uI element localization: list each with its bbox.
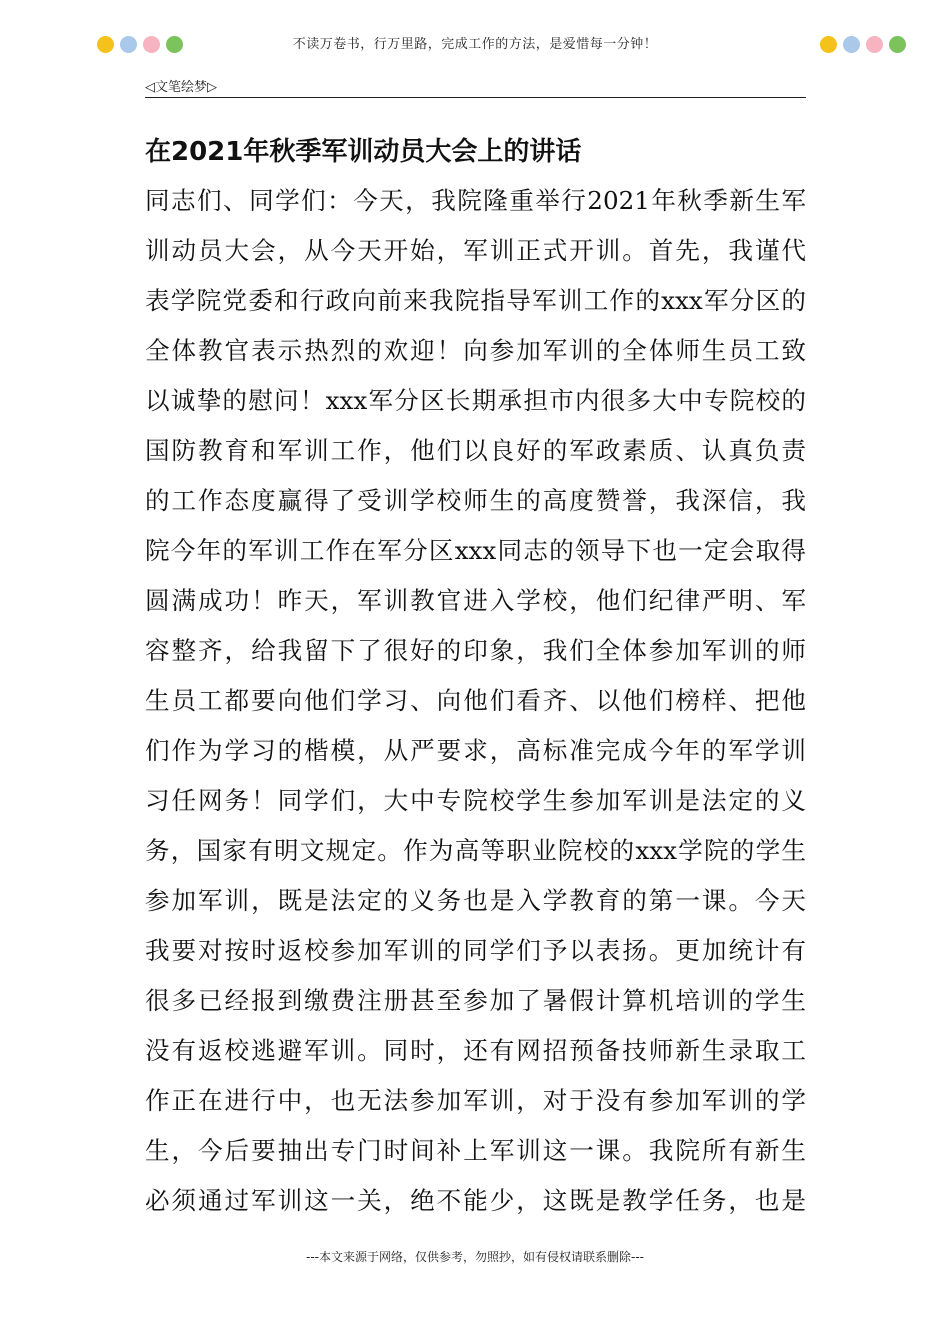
body-line: 表学院党委和行政向前来我院指导军训工作的xxx军分区的: [145, 286, 806, 315]
body-line: 的工作态度赢得了受训学校师生的高度赞誉，我深信，我: [145, 486, 806, 515]
body-line: 我要对按时返校参加军训的同学们予以表扬。更加统计有: [145, 936, 806, 965]
decorative-dots-right: [820, 36, 906, 53]
body-line: 训动员大会，从今天开始，军训正式开训。首先，我谨代: [145, 236, 806, 265]
body-line: 圆满成功！昨天，军训教官进入学校，他们纪律严明、军: [145, 586, 806, 615]
body-line: 作正在进行中，也无法参加军训，对于没有参加军训的学: [145, 1086, 806, 1115]
header-motto: 不读万卷书，行万里路，完成工作的方法，是爱惜每一分钟！: [292, 37, 658, 52]
dot-pink: [866, 36, 883, 53]
brand-label: ◁文笔绘梦▷: [145, 80, 217, 95]
body-line: 全体教官表示热烈的欢迎！向参加军训的全体师生员工致: [145, 336, 806, 365]
body-line: 以诚挚的慰问！xxx军分区长期承担市内很多大中专院校的: [145, 386, 806, 415]
body-line: 国防教育和军训工作，他们以良好的军政素质、认真负责: [145, 436, 806, 465]
dot-blue: [843, 36, 860, 53]
decorative-dots-left: [97, 36, 183, 53]
body-line: 容整齐，给我留下了很好的印象，我们全体参加军训的师: [145, 636, 806, 665]
dot-yellow: [97, 36, 114, 53]
body-line: 很多已经报到缴费注册甚至参加了暑假计算机培训的学生: [145, 986, 806, 1015]
dot-yellow: [820, 36, 837, 53]
dot-pink: [143, 36, 160, 53]
body-line: 生员工都要向他们学习、向他们看齐、以他们榜样、把他: [145, 686, 806, 715]
footer-disclaimer: ---本文来源于网络，仅供参考，勿照抄，如有侵权请联系删除---: [306, 1250, 644, 1264]
dot-blue: [120, 36, 137, 53]
body-line: 务，国家有明文规定。作为高等职业院校的xxx学院的学生: [145, 836, 806, 865]
dot-green: [166, 36, 183, 53]
body-line: 们作为学习的楷模，从严要求，高标准完成今年的军学训: [145, 736, 806, 765]
header-divider: [145, 97, 806, 98]
body-line: 同志们、同学们：今天，我院隆重举行2021年秋季新生军: [145, 186, 806, 215]
body-line: 生，今后要抽出专门时间补上军训这一课。我院所有新生: [145, 1136, 806, 1165]
body-line: 习任网务！同学们，大中专院校学生参加军训是法定的义: [145, 786, 806, 815]
document-title: 在2021年秋季军训动员大会上的讲话: [145, 137, 582, 167]
document-body: [145, 176, 806, 1226]
body-line: 参加军训，既是法定的义务也是入学教育的第一课。今天: [145, 886, 806, 915]
body-line: 院今年的军训工作在军分区xxx同志的领导下也一定会取得: [145, 536, 806, 565]
dot-green: [889, 36, 906, 53]
body-line: 没有返校逃避军训。同时，还有网招预备技师新生录取工: [145, 1036, 806, 1065]
body-line: 必须通过军训这一关，绝不能少，这既是教学任务，也是: [145, 1186, 806, 1215]
